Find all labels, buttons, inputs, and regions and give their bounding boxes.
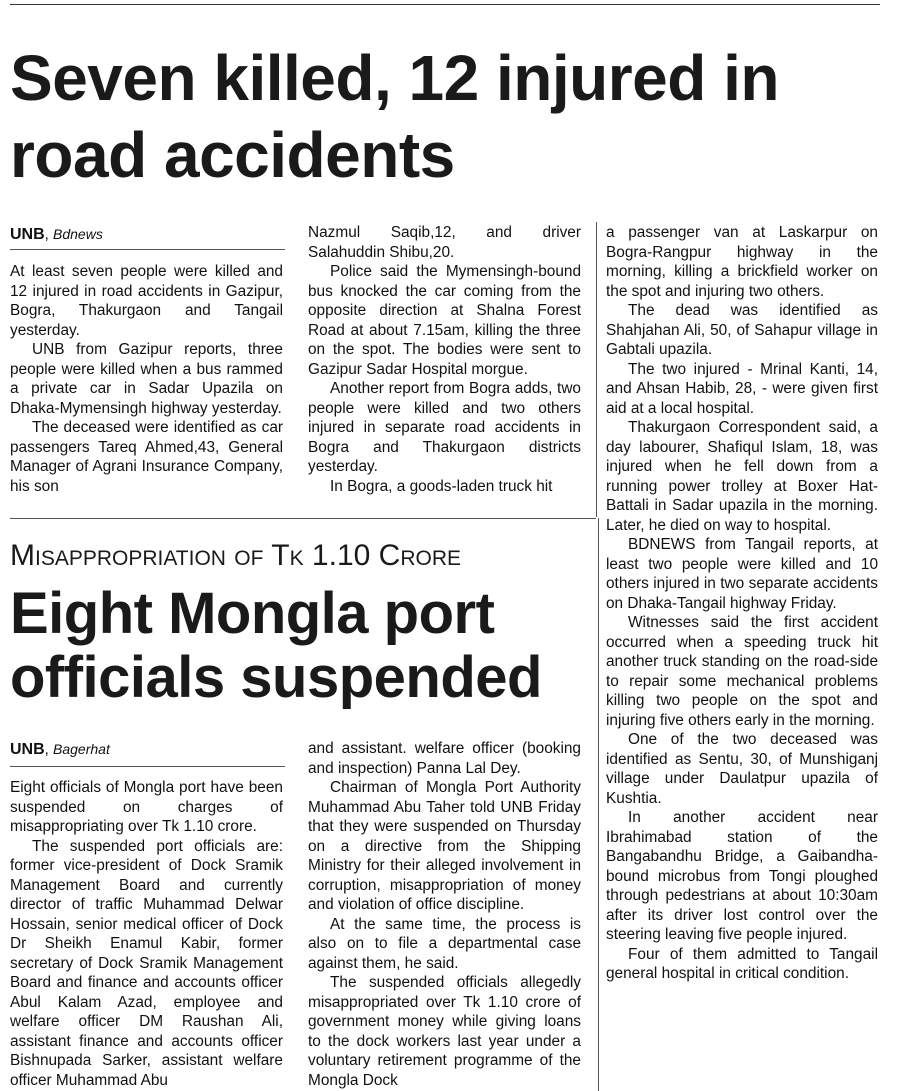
paragraph: Another report from Bogra adds, two people were killed and two others injured in separate road accidents in Bogra and Thakurgaon districts yesterday. — [308, 380, 581, 475]
byline-rule — [10, 249, 285, 250]
paragraph: Police said the Mymensingh-bound bus knocked the car coming from the opposite direction at Shalna Forest Road at about 7.15am, killing the three on the spot. The bodies were sent to Gazipur Sadar Hospital morgue. — [308, 263, 581, 378]
story-divider — [10, 518, 596, 519]
paragraph: The dead was identified as Shahjahan Ali, 50, of Sahapur village in Gabtali upazila. — [606, 302, 878, 358]
paragraph: The deceased were identified as car passengers Tareq Ahmed,43, General Manager of Agrani Insurance Company, his son — [10, 419, 283, 495]
paragraph: Chairman of Mongla Port Authority Muhammad Abu Taher told UNB Friday that they were suspended on Thursday on a directive from the Shipping Ministry for their alleged involvement in corruption, misappropriation of money and violation of office discipline. — [308, 779, 581, 913]
paragraph: Four of them admitted to Tangail general hospital in critical condition. — [606, 945, 878, 982]
column-divider — [596, 222, 597, 517]
paragraph: In Bogra, a goods-laden truck hit — [330, 477, 553, 495]
paragraph: Thakurgaon Correspondent said, a day labourer, Shafiqul Islam, 18, was injured when he fell down from a running power trolley at Boxer Hat-Battali in Sadar upazila in the morning. Later, he died on way to hospital. — [606, 419, 878, 534]
top-rule — [10, 4, 880, 5]
paragraph: At least seven people were killed and 12 injured in road accidents in Gazipur, Bogra, Thakurgaon and Tangail yesterday. — [10, 263, 283, 339]
byline-rule — [10, 766, 285, 767]
story2-column-1 — [10, 778, 283, 1091]
paragraph: The two injured - Mrinal Kanti, 14, and Ahsan Habib, 28, - were given first aid at a local hospital. — [606, 360, 878, 417]
byline-story2: UNB, Bagerhat — [10, 741, 110, 758]
paragraph: UNB from Gazipur reports, three people were killed when a bus rammed a private car in Sadar Upazila on Dhaka-Mymensingh highway yesterday. — [10, 341, 283, 417]
kicker-misappropriation: Misappropriation of Tk 1.10 Crore — [10, 539, 461, 572]
paragraph: At the same time, the process is also on to file a departmental case against them, he said. — [308, 915, 581, 972]
paragraph: and assistant. welfare officer (booking and inspection) Panna Lal Dey. — [308, 740, 581, 777]
paragraph: Eight officials of Mongla port have been suspended on charges of misappropriating over Tk 1.10 crore. — [10, 779, 283, 835]
story2-column-2 — [308, 739, 581, 1091]
column-divider — [598, 518, 599, 1091]
paragraph: The suspended port officials are: former vice-president of Dock Sramik Management Board and currently director of traffic Muhammad Delwar Hossain, senior medical officer of Dock Dr Sheikh Enamul Kabir, former secretary of Dock Sramik Management Board and finance and accounts officer Abul Kalam Azad, employee and welfare officer DM Raushan Ali, assistant finance and accounts officer Bishnupada Sarker, assistant welfare officer Muhammad Abu — [10, 837, 283, 1089]
paragraph: Witnesses said the first accident occurred when a speeding truck hit another truck standing on the road-side to repair some mechanical problems killing two people on the spot and injuring five others early in the morning. — [606, 614, 878, 729]
paragraph: Nazmul Saqib,12, and driver Salahuddin Shibu,20. — [308, 224, 581, 261]
byline-agency: UNB — [10, 226, 45, 243]
story1-column-3 — [606, 223, 878, 1069]
paragraph: BDNEWS from Tangail reports, at least two people were killed and 10 others injured in two separate accidents on Dhaka-Tangail highway Friday. — [606, 536, 878, 612]
headline-mongla-port: Eight Mongla port officials suspended — [10, 581, 542, 710]
paragraph: The suspended officials allegedly misappropriated over Tk 1.10 crore of government money while giving loans to the dock workers last year under a voluntary retirement programme of the Mongla Dock — [308, 974, 581, 1089]
headline-road-accidents: Seven killed, 12 injured in road accidents — [10, 42, 779, 191]
paragraph: a passenger van at Laskarpur on Bogra-Rangpur highway in the morning, killing a brickfield worker on the spot and injuring two others. — [606, 224, 878, 300]
story1-column-1 — [10, 262, 283, 515]
byline-story1: UNB, Bdnews — [10, 226, 103, 243]
byline-source: Bagerhat — [53, 741, 110, 757]
paragraph: In another accident near Ibrahimabad station of the Bangabandhu Bridge, a Gaibandha-bound microbus from Tongi ploughed through pedestrians at about 10:30am after its driver lost control over the steering leaving five people injured. — [606, 809, 878, 943]
byline-agency: UNB — [10, 741, 45, 758]
byline-source: Bdnews — [53, 226, 103, 242]
story1-column-2 — [308, 223, 581, 516]
paragraph: One of the two deceased was identified as Sentu, 30, of Munshiganj village under Daulatpur upazila of Kushtia. — [606, 731, 878, 807]
